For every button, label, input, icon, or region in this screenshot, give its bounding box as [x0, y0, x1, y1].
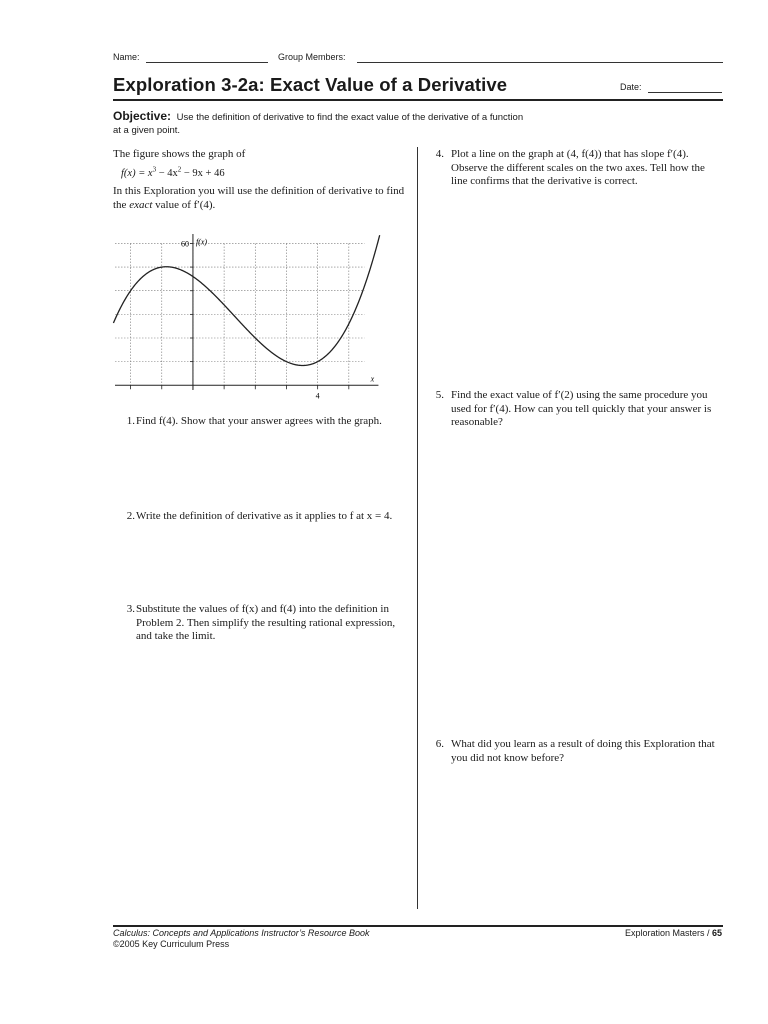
objective [113, 110, 533, 137]
name-label: Name: [113, 52, 140, 62]
page-footer [625, 928, 722, 938]
problem-5: 5. Find the exact value of f′(2) using the same procedure you used for f′(4). How can you tell quickly that your answer is reasonable? [428, 389, 718, 430]
name-field[interactable] [146, 52, 268, 63]
graph-axes [115, 234, 378, 390]
copyright: ©2005 Key Curriculum Press [113, 939, 230, 949]
page-title: Exploration 3-2a: Exact Value of a Derivative [113, 74, 508, 95]
problem-1: 1. Find f(4). Show that your answer agrees with the graph. [113, 415, 403, 429]
problem-text: What did you learn as a result of doing this Exploration that you did not know before? [451, 738, 715, 764]
y-axis-label: f(x) [195, 237, 208, 247]
problem-2: 2. Write the definition of derivative as it applies to f at x = 4. [113, 510, 403, 524]
header-row [113, 52, 723, 66]
intro-line1: The figure shows the graph of [113, 148, 246, 160]
footer-credits [113, 928, 369, 950]
title-rule [113, 99, 723, 101]
function-curve [113, 235, 379, 365]
problem-4: 4. Plot a line on the graph at (4, f(4)) that has slope f′(4). Observe the different scales on the two axes. Tell how the line confirms that the derivative is correct. [428, 148, 718, 189]
problem-6: 6. What did you learn as a result of doing this Exploration that you did not know before? [428, 738, 718, 765]
problem-text: Find the exact value of f′(2) using the same procedure you used for f′(4). How can you tell quickly that your answer is reasonable? [451, 389, 712, 428]
problem-3: 3. Substitute the values of f(x) and f(4) into the definition in Problem 2. Then simplify the resulting rational expression, and take the limit. [113, 603, 403, 644]
objective-label: Objective: [113, 109, 172, 123]
graph-grid [115, 243, 364, 385]
section-label: Exploration Masters / [624, 928, 712, 938]
y-tick-label: 60 [180, 239, 189, 249]
problem-text: Substitute the values of f(x) and f(4) into the definition in Problem 2. Then simplify the resulting rational expression, and take the limit. [136, 603, 396, 642]
intro-line2: In this Exploration you will use the definition of derivative to find the exact value of f′(4). [113, 185, 405, 211]
book-title: Calculus: Concepts and Applications Instructor’s Resource Book [113, 928, 370, 938]
intro-text [113, 148, 413, 212]
page-number: 65 [711, 928, 722, 938]
problem-text: Plot a line on the graph at (4, f(4)) that has slope f′(4). Observe the different scales on the two axes. Tell how the line confirms that the derivative is correct. [451, 148, 705, 187]
function-definition: $f(x) = x^3 - 4x^2 - 9x + 46$ [121, 165, 225, 179]
date-field[interactable] [648, 82, 722, 93]
date-label: Date: [620, 82, 642, 92]
problem-text: Find f(4). Show that your answer agrees with the graph. [136, 415, 382, 427]
group-members-label: Group Members: [278, 52, 346, 62]
column-divider [417, 147, 418, 909]
problem-text: Write the definition of derivative as it applies to f at x = 4. [136, 510, 393, 522]
x-axis-label: x [370, 374, 375, 384]
group-members-field[interactable] [357, 52, 723, 63]
x-tick-label: 4 [315, 391, 320, 401]
function-graph [112, 222, 387, 402]
objective-text: Use the definition of derivative to find the exact value of the derivative of a function at a given point. [113, 112, 524, 136]
footer-rule [113, 925, 723, 927]
